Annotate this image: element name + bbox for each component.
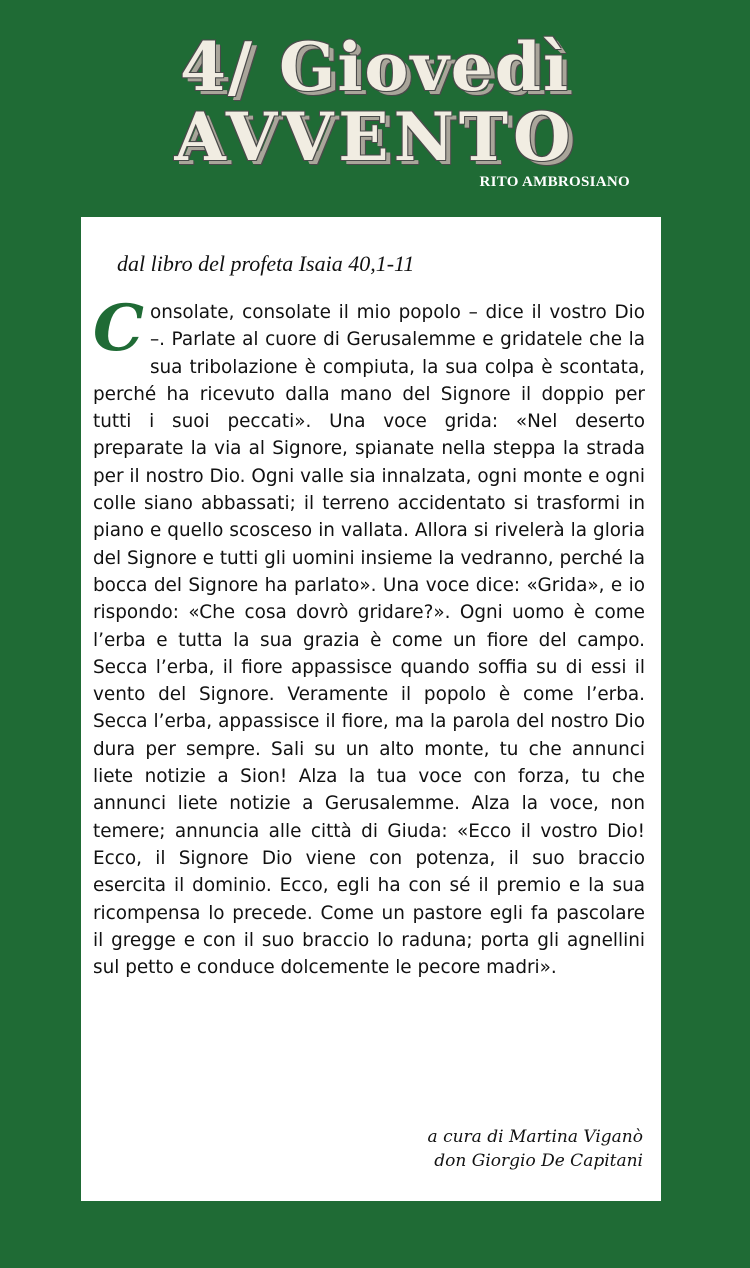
credits: [428, 1125, 643, 1173]
drop-cap: C: [93, 291, 144, 366]
credits-line-1: a cura di Martina Viganò: [427, 1127, 643, 1147]
credits-line-2: don Giorgio De Capitani: [434, 1151, 643, 1171]
reading-body: onsolate, consolate il mio popolo – dice il vostro Dio –. Parlate al cuore di Gerusalemme e gridatele che la sua tribolazione è compiuta, la sua colpa è scontata, perché ha ricevuto dalla mano del Signore il doppio per tutti i suoi peccati». Una voce grida: «Nel deserto preparate la via al Signore, spianate nella steppa la strada per il nostro Dio. Ogni valle sia innalzata, ogni monte e ogni colle siano abbassati; il terreno accidentato si trasformi in piano e quello scosceso in vallata. Allora si rivelerà la gloria del Signore e tutti gli uomini insieme la vedranno, perché la bocca del Signore ha parlato». Una voce dice: «Grida», e io rispondo: «Che cosa dovrò gridare?». Ogni uomo è come l’erba e tutta la sua grazia è come un fiore del campo. Secca l’erba, il fiore appassisce quando soffia su di essi il vento del Signore. Veramente il popolo è come l’erba. Secca l’erba, appassisce il fiore, ma la parola del nostro Dio dura per sempre. Sali su un alto monte, tu che annunci liete notizie a Sion! Alza la tua voce con forza, tu che annunci liete notizie a Gerusalemme. Alza la voce, non temere; annuncia alle città di Giuda: «Ecco il vostro Dio! Ecco, il Signore Dio viene con potenza, il suo braccio esercita il dominio. Ecco, egli ha con sé il premio e la sua ricompensa lo precede. Come un pastore egli fa pascolare il gregge e con il suo braccio lo raduna; porta gli agnellini sul petto e conduce dolcemente le pecore madri».: [93, 302, 645, 979]
reading-card: [81, 217, 661, 1201]
reading-source: dal libro del profeta Isaia 40,1-11: [117, 251, 415, 276]
rite-label: RITO AMBROSIANO: [479, 174, 630, 190]
title-day: 4/ Giovedì: [179, 28, 571, 106]
title-season: AVVENTO: [174, 98, 576, 176]
reading-text: [93, 291, 645, 981]
